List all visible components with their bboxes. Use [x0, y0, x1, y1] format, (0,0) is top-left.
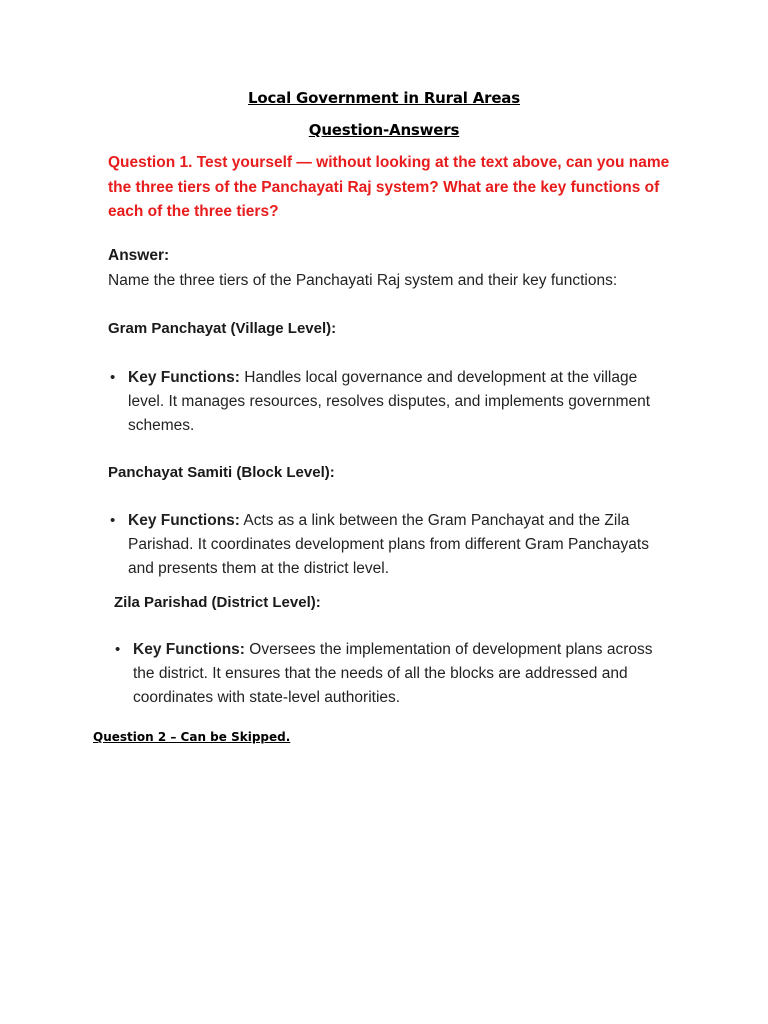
bullet-icon: •: [115, 641, 121, 658]
tier-heading-gram-panchayat: Gram Panchayat (Village Level):: [108, 320, 337, 337]
document-subtitle: Question-Answers: [308, 121, 460, 139]
tier-item-gram-panchayat: [110, 366, 673, 438]
answer-intro: Name the three tiers of the Panchayati Raj system and their key functions:: [108, 272, 618, 289]
tier-item-panchayat-samiti: [110, 509, 673, 581]
tier-item-zila-parishad: [115, 638, 678, 710]
key-functions-text: Oversees the implementation of development plans across the district. It ensures that the needs of all the blocks are addressed and coordinates with state-level authorities.: [133, 641, 653, 706]
answer-heading: Answer:: [108, 247, 170, 264]
key-functions-text: Handles local governance and development at the village level. It manages resources, resolves disputes, and implements government schemes.: [128, 369, 651, 434]
tier-heading-zila-parishad: Zila Parishad (District Level):: [114, 594, 321, 611]
key-functions-label: Key Functions:: [128, 512, 240, 529]
bullet-icon: •: [110, 369, 116, 386]
key-functions-label: Key Functions:: [128, 369, 240, 386]
question-2: Question 2 – Can be Skipped.: [93, 730, 291, 744]
question-1: Question 1. Test yourself — without looking at the text above, can you name the three tiers of the Panchayati Raj system? What are the key functions of each of the three tiers?: [108, 154, 670, 220]
bullet-icon: •: [110, 512, 116, 529]
key-functions-text: Acts as a link between the Gram Panchayat and the Zila Parishad. It coordinates development plans from different Gram Panchayats and presents them at the district level.: [128, 512, 649, 577]
tier-heading-panchayat-samiti: Panchayat Samiti (Block Level):: [108, 464, 335, 481]
key-functions-label: Key Functions:: [133, 641, 245, 658]
document-title: Local Government in Rural Areas: [248, 89, 520, 107]
